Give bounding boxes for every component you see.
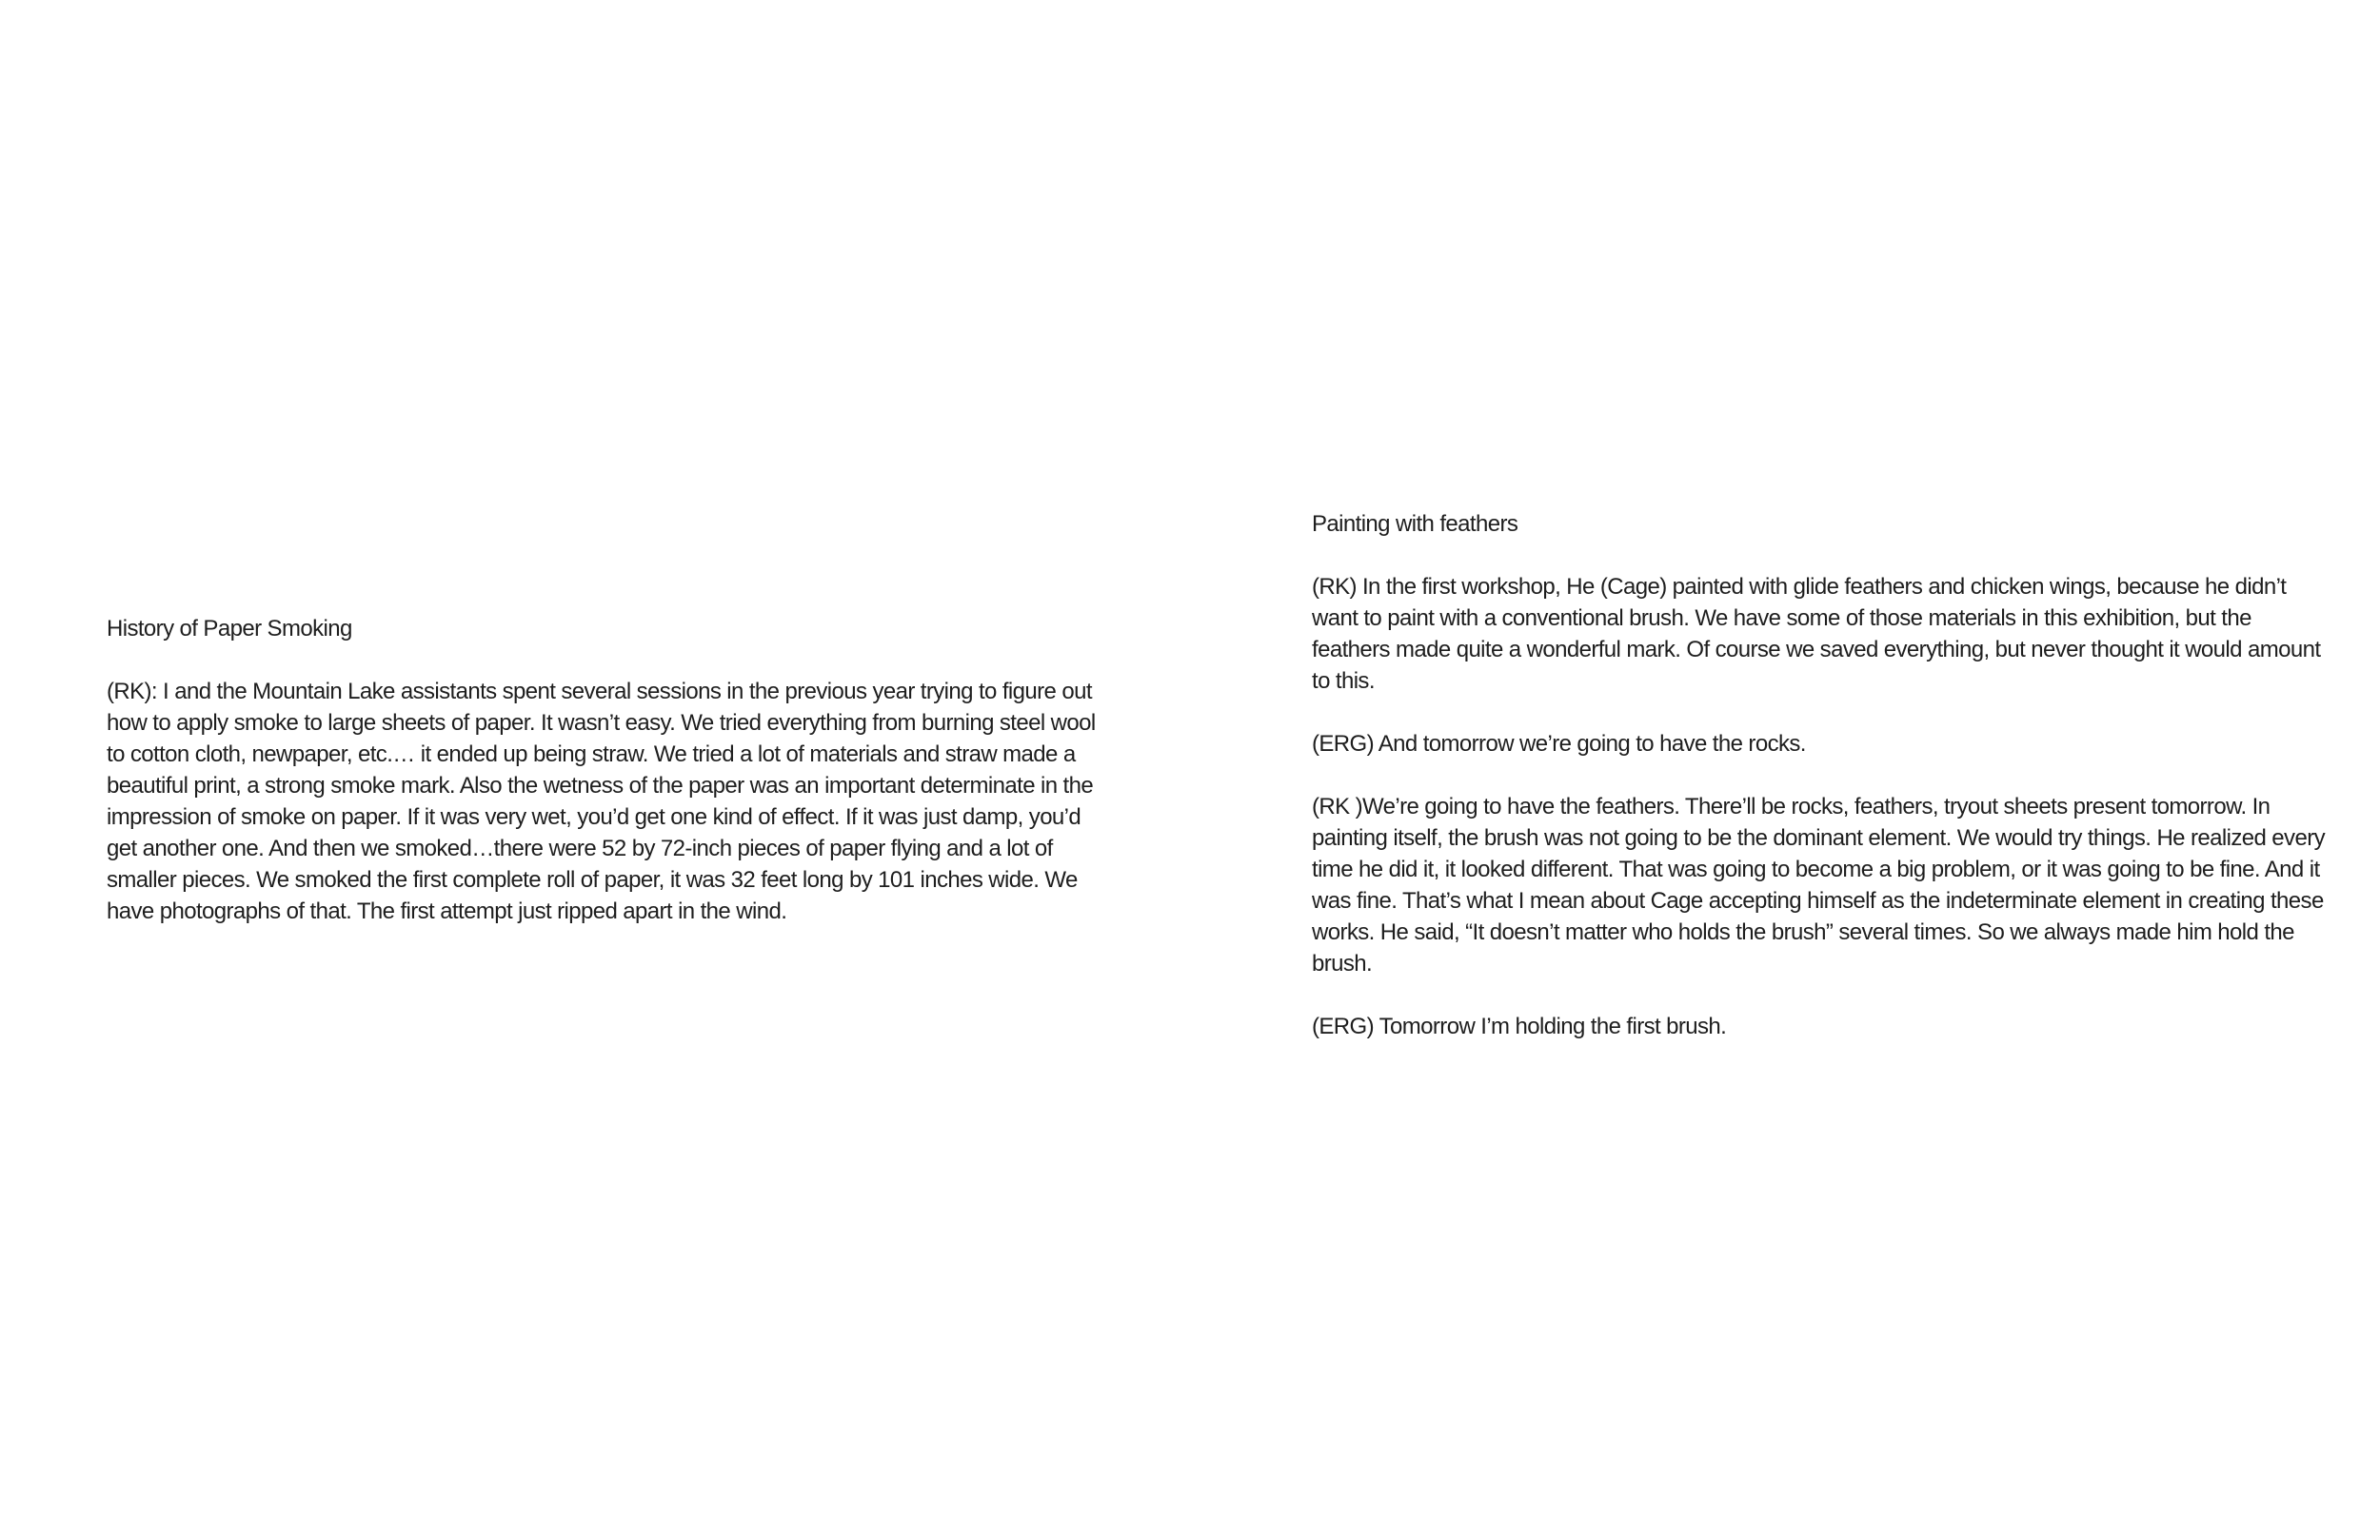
- paragraph-feathers-3: (RK )We’re going to have the feathers. There’ll be rocks, feathers, tryout sheets present tomorrow. In painting itself, the brush was not going to be the dominant element. We would try things. He realized every time he did it, it looked different. That was going to become a big problem, or it was going to be fine. And it was fine. That’s what I mean about Cage accepting himself as the indeterminate element in creating these works. He said, “It doesn’t matter who holds the brush” several times. So we always made him hold the brush.: [1312, 794, 2325, 977]
- section-heading-painting-feathers: Painting with feathers: [1312, 511, 1518, 537]
- right-column: [1312, 508, 2330, 1042]
- paragraph-paper-smoking: (RK): I and the Mountain Lake assistants spent several sessions in the previous year trying to figure out how to apply smoke to large sheets of paper. It wasn’t easy. We tried everything from burning steel wool to cotton cloth, newpaper, etc.… it ended up being straw. We tried a lot of materials and straw made a beautiful print, a strong smoke mark. Also the wetness of the paper was an important determinate in the impression of smoke on paper. If it was very wet, you’d get one kind of effect. If it was just damp, you’d get another one. And then we smoked…there were 52 by 72-inch pieces of paper flying and a lot of smaller pieces. We smoked the first complete roll of paper, it was 32 feet long by 101 inches wide. We have photographs of that. The first attempt just ripped apart in the wind.: [107, 679, 1096, 924]
- left-column: [107, 613, 1116, 927]
- section-heading-paper-smoking: History of Paper Smoking: [107, 616, 352, 642]
- paragraph-feathers-4: (ERG) Tomorrow I’m holding the first brush.: [1312, 1014, 1727, 1039]
- paragraph-feathers-2: (ERG) And tomorrow we’re going to have the rocks.: [1312, 731, 1806, 757]
- paragraph-feathers-1: (RK) In the first workshop, He (Cage) painted with glide feathers and chicken wings, because he didn’t want to paint with a conventional brush. We have some of those materials in this exhibition, but the feathers made quite a wonderful mark. Of course we saved everything, but never thought it would amount to this.: [1312, 574, 2321, 694]
